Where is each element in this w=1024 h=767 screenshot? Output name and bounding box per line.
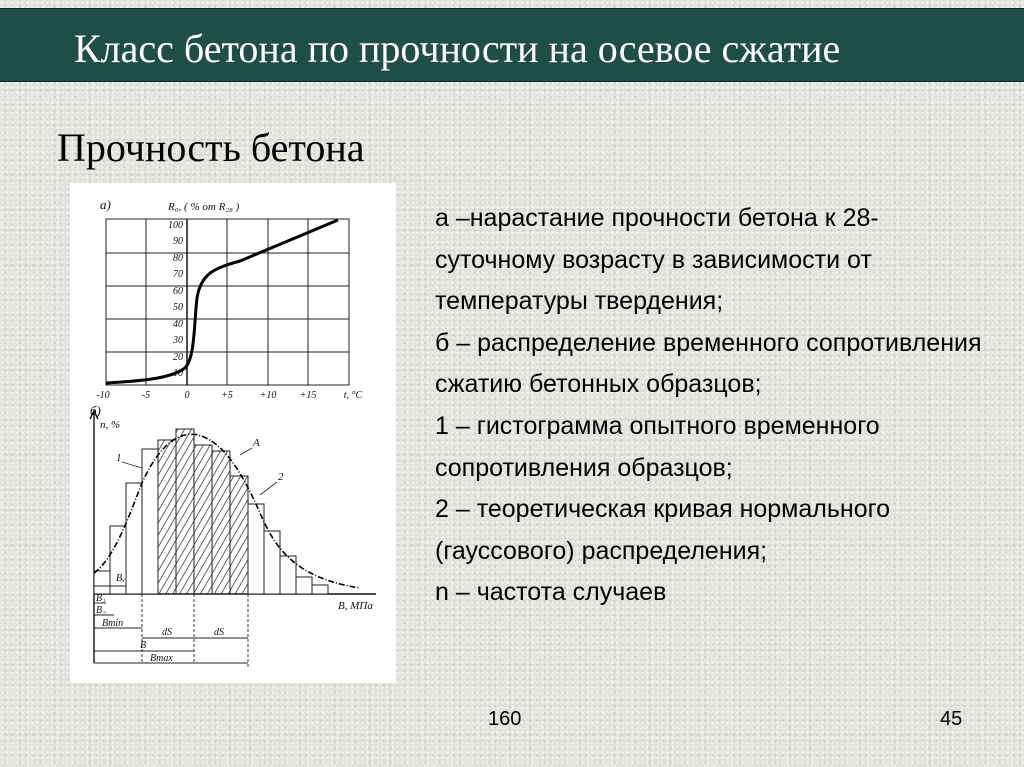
panel-a-y-axis-label: R₀, ( % от R₂₈ ) xyxy=(168,201,240,213)
title-bar xyxy=(0,8,1024,82)
histogram-bar xyxy=(142,449,158,594)
histogram-bar xyxy=(264,531,280,594)
y-tick: 20 xyxy=(173,352,183,363)
histogram xyxy=(94,429,328,594)
curve-label-1: 1 xyxy=(116,452,122,464)
dim-label: Bmax xyxy=(150,653,173,664)
paragraph-1: 1 – гистограмма опытного временного сопротивления образцов; xyxy=(435,411,880,482)
footer-page-ref: 160 xyxy=(488,708,522,730)
y-tick: 10 xyxy=(173,368,183,379)
panel-a-label: а) xyxy=(100,197,111,212)
slide-number: 45 xyxy=(940,708,963,730)
paragraph-b: б – распределение временного сопротивления сжатию бетонных образцов; xyxy=(435,328,982,399)
slide-subtitle: Прочность бетона xyxy=(57,125,365,170)
paragraph-a: а –нарастание прочности бетона к 28-суточному возрасту в зависимости от температуры твердения; xyxy=(435,204,879,316)
dim-label: dS xyxy=(214,627,224,638)
curve-label-a: A xyxy=(253,437,260,449)
x-tick: +5 xyxy=(221,390,233,401)
x-tick: -5 xyxy=(141,390,151,401)
dim-label: B xyxy=(140,640,147,651)
y-tick: 40 xyxy=(173,319,183,330)
panel-b-y-axis-label: n, % xyxy=(100,419,121,431)
paragraph-n: n – частота случаев xyxy=(435,578,667,607)
y-tick: 90 xyxy=(173,236,183,247)
dim-label: Bₓ xyxy=(116,573,125,584)
y-tick: 70 xyxy=(173,269,183,280)
x-tick: +10 xyxy=(259,390,277,401)
figure-svg xyxy=(70,183,396,683)
concrete-strength-figure xyxy=(70,183,396,683)
histogram-bar xyxy=(194,445,212,594)
x-tick: +15 xyxy=(299,390,317,401)
y-tick: 30 xyxy=(173,335,183,346)
paragraph-2: 2 – теоретическая кривая нормального (гауссового) распределения; xyxy=(435,495,891,565)
histogram-bar xyxy=(176,429,194,594)
histogram-bar xyxy=(158,440,176,594)
y-tick: 80 xyxy=(173,253,183,264)
histogram-bar xyxy=(296,577,312,594)
dim-label: B₁ xyxy=(96,593,106,604)
y-tick: 60 xyxy=(173,286,183,297)
panel-b-x-axis-label: B, МПа xyxy=(338,600,373,612)
curve-label-2: 2 xyxy=(278,471,284,483)
slide-title: Класс бетона по прочности на осевое сжатие xyxy=(74,26,841,71)
panel-b-label: б) xyxy=(90,403,101,418)
histogram-bar xyxy=(212,451,230,594)
x-axis-label: t, °C xyxy=(343,390,363,401)
panel-a-y-ticks xyxy=(168,220,183,379)
x-tick: -10 xyxy=(96,390,110,401)
strength-growth-curve xyxy=(106,220,338,383)
dim-label: dS xyxy=(162,627,172,638)
histogram-bar xyxy=(230,476,248,594)
histogram-bar xyxy=(94,571,110,594)
histogram-bar xyxy=(312,585,328,594)
panel-a-x-ticks xyxy=(96,390,362,401)
description-text xyxy=(435,198,995,614)
histogram-bar xyxy=(126,483,142,594)
dim-label: B₂ xyxy=(96,605,106,616)
dim-label: Bmin xyxy=(102,618,124,629)
panel-a-grid xyxy=(106,219,349,385)
y-tick: 50 xyxy=(173,302,183,313)
y-tick: 100 xyxy=(168,220,183,231)
x-tick: 0 xyxy=(184,390,190,401)
